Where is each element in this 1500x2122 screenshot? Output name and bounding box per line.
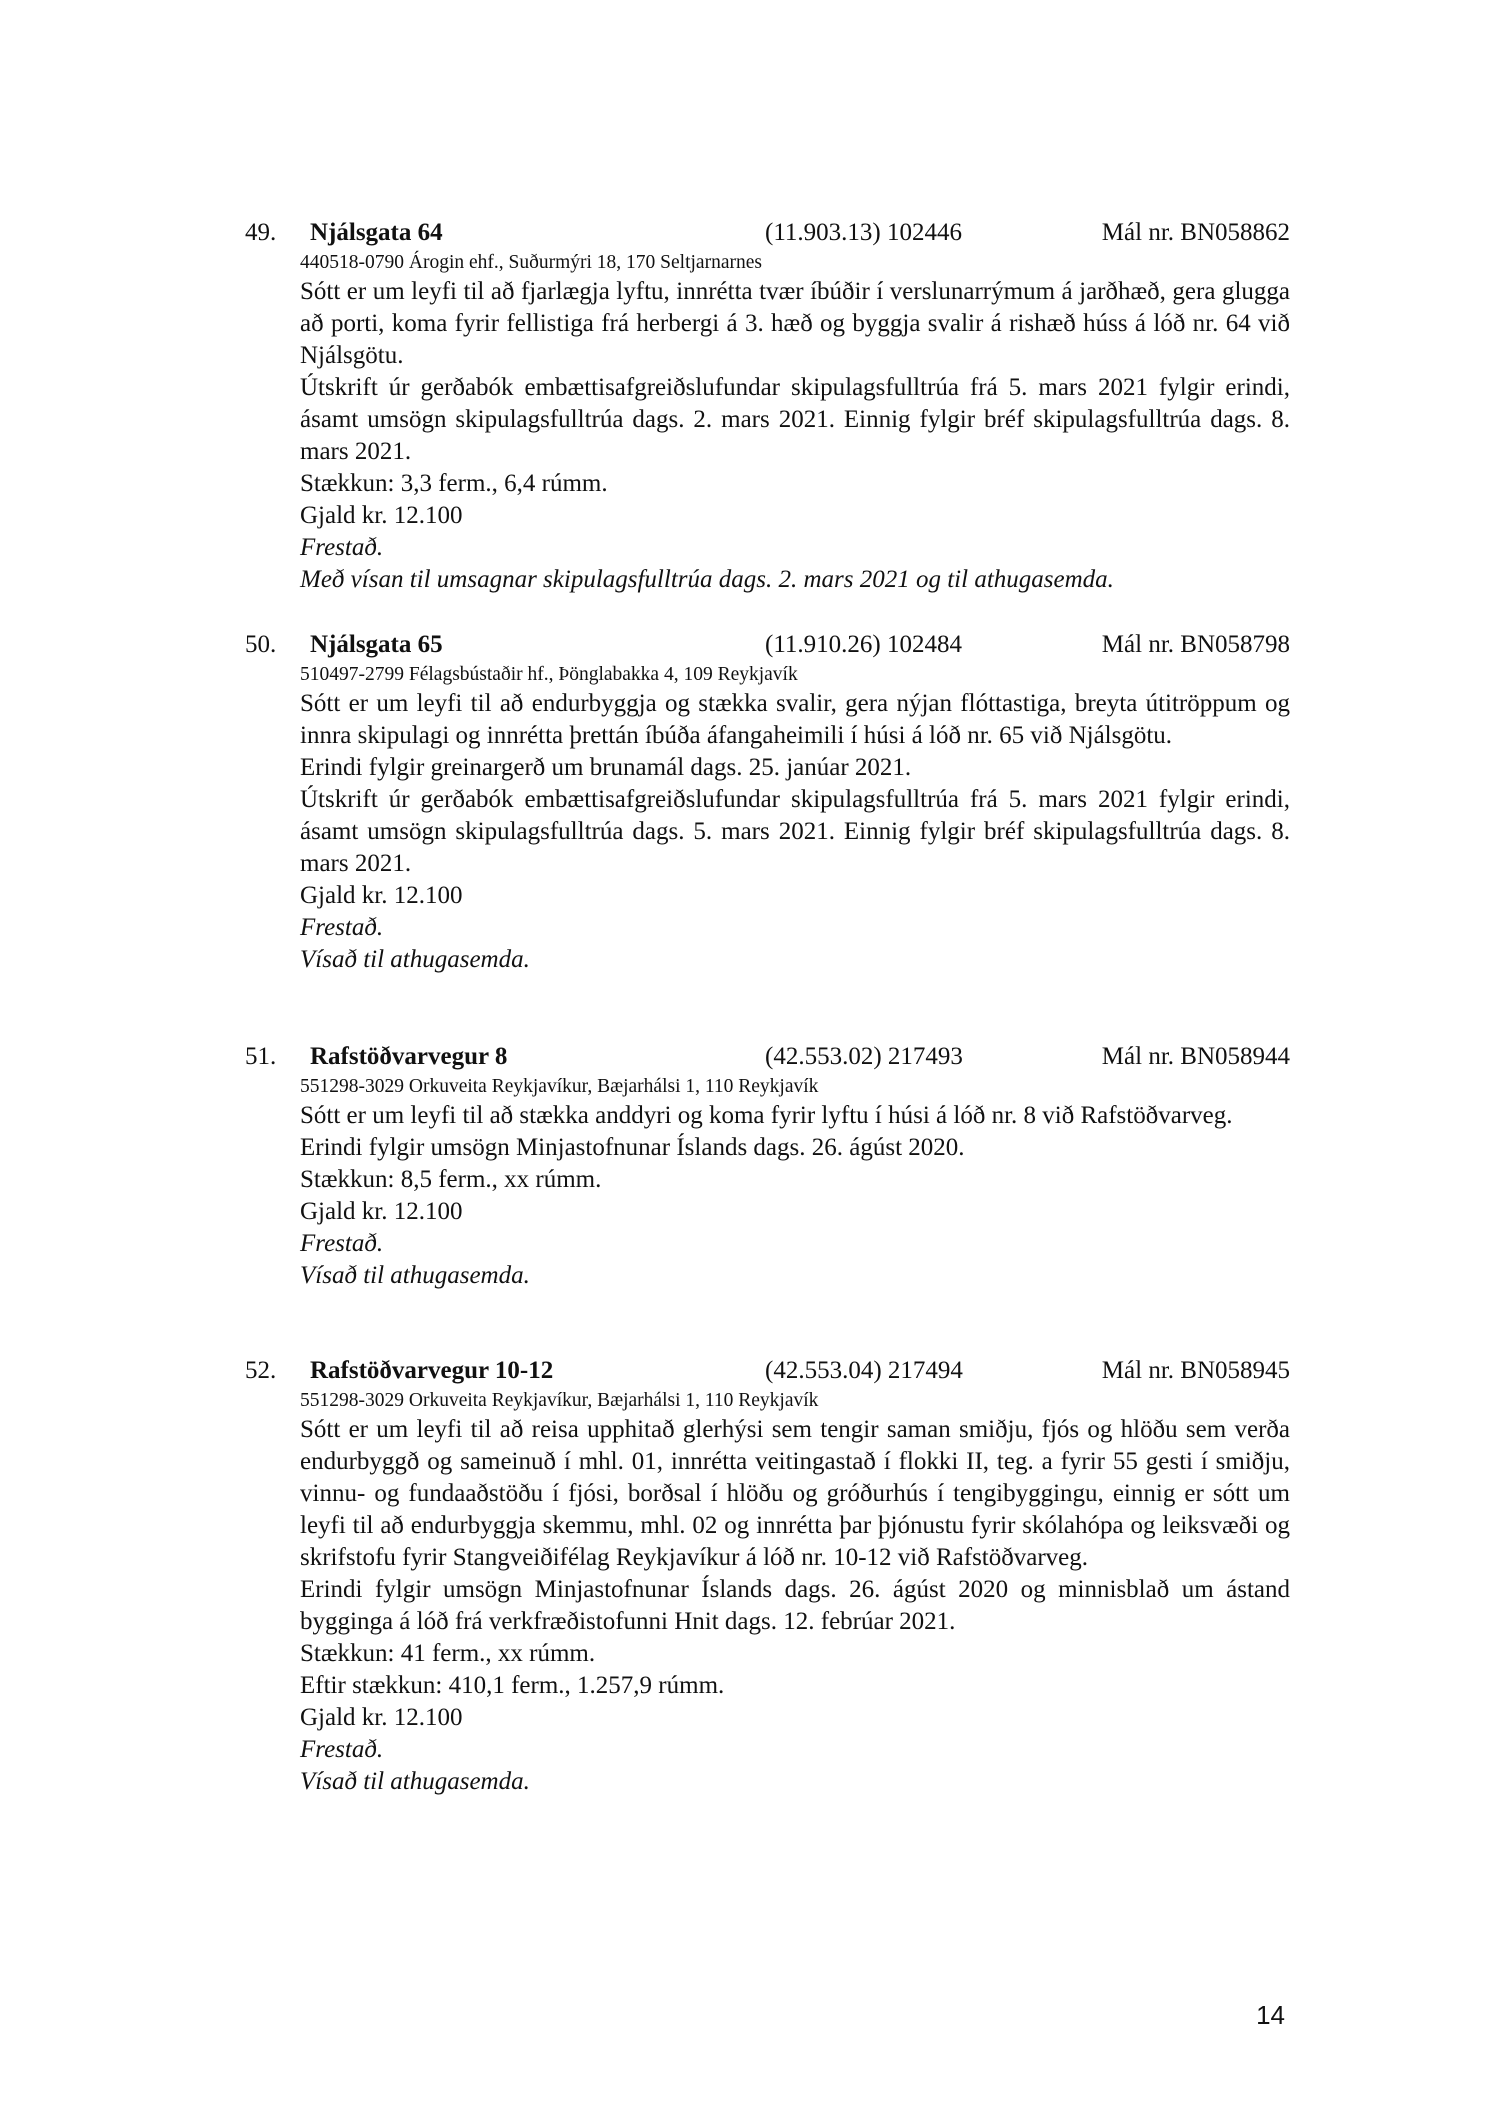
address-title: Njálsgata 65 (310, 631, 443, 658)
description-paragraph: Sótt er um leyfi til að fjarlægja lyftu, innrétta tvær íbúðir í verslunarrýmum á jarðhæð, gera glugga að porti, koma fyrir fellistiga frá herbergi á 3. hæð og byggja svalir á rishæð húss á lóð nr. 64 við Njálsgötu. (300, 278, 1290, 369)
description-paragraph: Sótt er um leyfi til að endurbyggja og stækka svalir, gera nýjan flóttastiga, breyta útitröppum og innra skipulagi og innrétta þrettán íbúða áfangaheimili í húsi á lóð nr. 65 við Njálsgötu. (300, 690, 1290, 749)
remark-line: Með vísan til umsagnar skipulagsfulltrúa dags. 2. mars 2021 og til athugasemda. (300, 566, 1114, 593)
remark-line: Vísað til athugasemda. (300, 1768, 530, 1795)
note-paragraph: Útskrift úr gerðabók embættisafgreiðslufundar skipulagsfulltrúa frá 5. mars 2021 fylgir erindi, ásamt umsögn skipulagsfulltrúa dags. 5. mars 2021. Einnig fylgir bréf skipulagsfulltrúa dags. 8. mars 2021. (300, 786, 1290, 877)
property-reference: (42.553.04) 217494 (765, 1357, 963, 1384)
applicant-line: 440518-0790 Árogin ehf., Suðurmýri 18, 170 Seltjarnarnes (300, 252, 762, 273)
case-entry-52 (245, 1354, 1290, 1798)
fee-line: Gjald kr. 12.100 (300, 502, 463, 529)
entry-number: 50. (245, 631, 277, 658)
case-number: Mál nr. BN058798 (1101, 631, 1290, 658)
fee-line: Gjald kr. 12.100 (300, 1704, 463, 1731)
case-entry-49 (245, 216, 1290, 596)
description-paragraph: Sótt er um leyfi til að stækka anddyri og koma fyrir lyftu í húsi á lóð nr. 8 við Rafstöðvarveg. (300, 1102, 1233, 1129)
fee-line: Gjald kr. 12.100 (300, 1198, 463, 1225)
entry-number: 49. (245, 219, 277, 246)
enlargement-line: Stækkun: 41 ferm., xx rúmm. (300, 1640, 596, 1667)
enlargement-line: Stækkun: 8,5 ferm., xx rúmm. (300, 1166, 602, 1193)
status-line: Frestað. (300, 914, 384, 941)
status-line: Frestað. (300, 534, 384, 561)
address-title: Rafstöðvarvegur 8 (310, 1043, 508, 1070)
remark-line: Vísað til athugasemda. (300, 1262, 530, 1289)
property-reference: (11.910.26) 102484 (765, 631, 962, 658)
entry-heading (245, 216, 1290, 250)
note-paragraph: Útskrift úr gerðabók embættisafgreiðslufundar skipulagsfulltrúa frá 5. mars 2021 fylgir erindi, ásamt umsögn skipulagsfulltrúa dags. 2. mars 2021. Einnig fylgir bréf skipulagsfulltrúa dags. 8. mars 2021. (300, 374, 1290, 465)
address-title: Rafstöðvarvegur 10-12 (310, 1357, 554, 1384)
entry-number: 51. (245, 1043, 277, 1070)
status-line: Frestað. (300, 1230, 384, 1257)
entry-heading (245, 1354, 1290, 1388)
applicant-line: 551298-3029 Orkuveita Reykjavíkur, Bæjarhálsi 1, 110 Reykjavík (300, 1390, 819, 1411)
fee-line: Gjald kr. 12.100 (300, 882, 463, 909)
applicant-line: 510497-2799 Félagsbústaðir hf., Þönglabakka 4, 109 Reykjavík (300, 664, 798, 685)
description-paragraph: Sótt er um leyfi til að reisa upphitað glerhýsi sem tengir saman smiðju, fjós og hlöðu sem verða endurbyggð og sameinuð í mhl. 01, innrétta veitingastað í flokki II, teg. a fyrir 55 gesti í smiðju, vinnu- og fundaaðstöðu í fjósi, borðsal í hlöðu og gróðurhús í tengibyggingu, einnig er sótt um leyfi til að endurbyggja skemmu, mhl. 02 og innrétta þar þjónustu fyrir skólahópa og leiksvæði og skrifstofu fyrir Stangveiðifélag Reykjavíkur á lóð nr. 10-12 við Rafstöðvarveg. (300, 1416, 1290, 1571)
case-entry-50 (245, 628, 1290, 976)
note-paragraph: Erindi fylgir umsögn Minjastofnunar Íslands dags. 26. ágúst 2020. (300, 1134, 965, 1161)
note-paragraph: Erindi fylgir umsögn Minjastofnunar Íslands dags. 26. ágúst 2020 og minnisblað um ástand bygginga á lóð frá verkfræðistofunni Hnit dags. 12. febrúar 2021. (300, 1576, 1290, 1635)
case-number: Mál nr. BN058945 (1101, 1357, 1290, 1384)
note-paragraph: Erindi fylgir greinargerð um brunamál dags. 25. janúar 2021. (300, 754, 912, 781)
post-enlargement-line: Eftir stækkun: 410,1 ferm., 1.257,9 rúmm. (300, 1672, 725, 1699)
property-reference: (11.903.13) 102446 (765, 219, 962, 246)
remark-line: Vísað til athugasemda. (300, 946, 530, 973)
address-title: Njálsgata 64 (310, 219, 443, 246)
status-line: Frestað. (300, 1736, 384, 1763)
case-number: Mál nr. BN058944 (1101, 1043, 1290, 1070)
entry-body (300, 1388, 1290, 1798)
entry-heading (245, 628, 1290, 662)
entry-body (300, 250, 1290, 596)
case-entry-51 (245, 1040, 1290, 1292)
entry-heading (245, 1040, 1290, 1074)
entry-number: 52. (245, 1357, 277, 1384)
enlargement-line: Stækkun: 3,3 ferm., 6,4 rúmm. (300, 470, 608, 497)
property-reference: (42.553.02) 217493 (765, 1043, 963, 1070)
page-number: 14 (1256, 2000, 1285, 2030)
case-number: Mál nr. BN058862 (1101, 219, 1290, 246)
entry-body (300, 1074, 1290, 1292)
applicant-line: 551298-3029 Orkuveita Reykjavíkur, Bæjarhálsi 1, 110 Reykjavík (300, 1076, 819, 1097)
entry-body (300, 662, 1290, 976)
